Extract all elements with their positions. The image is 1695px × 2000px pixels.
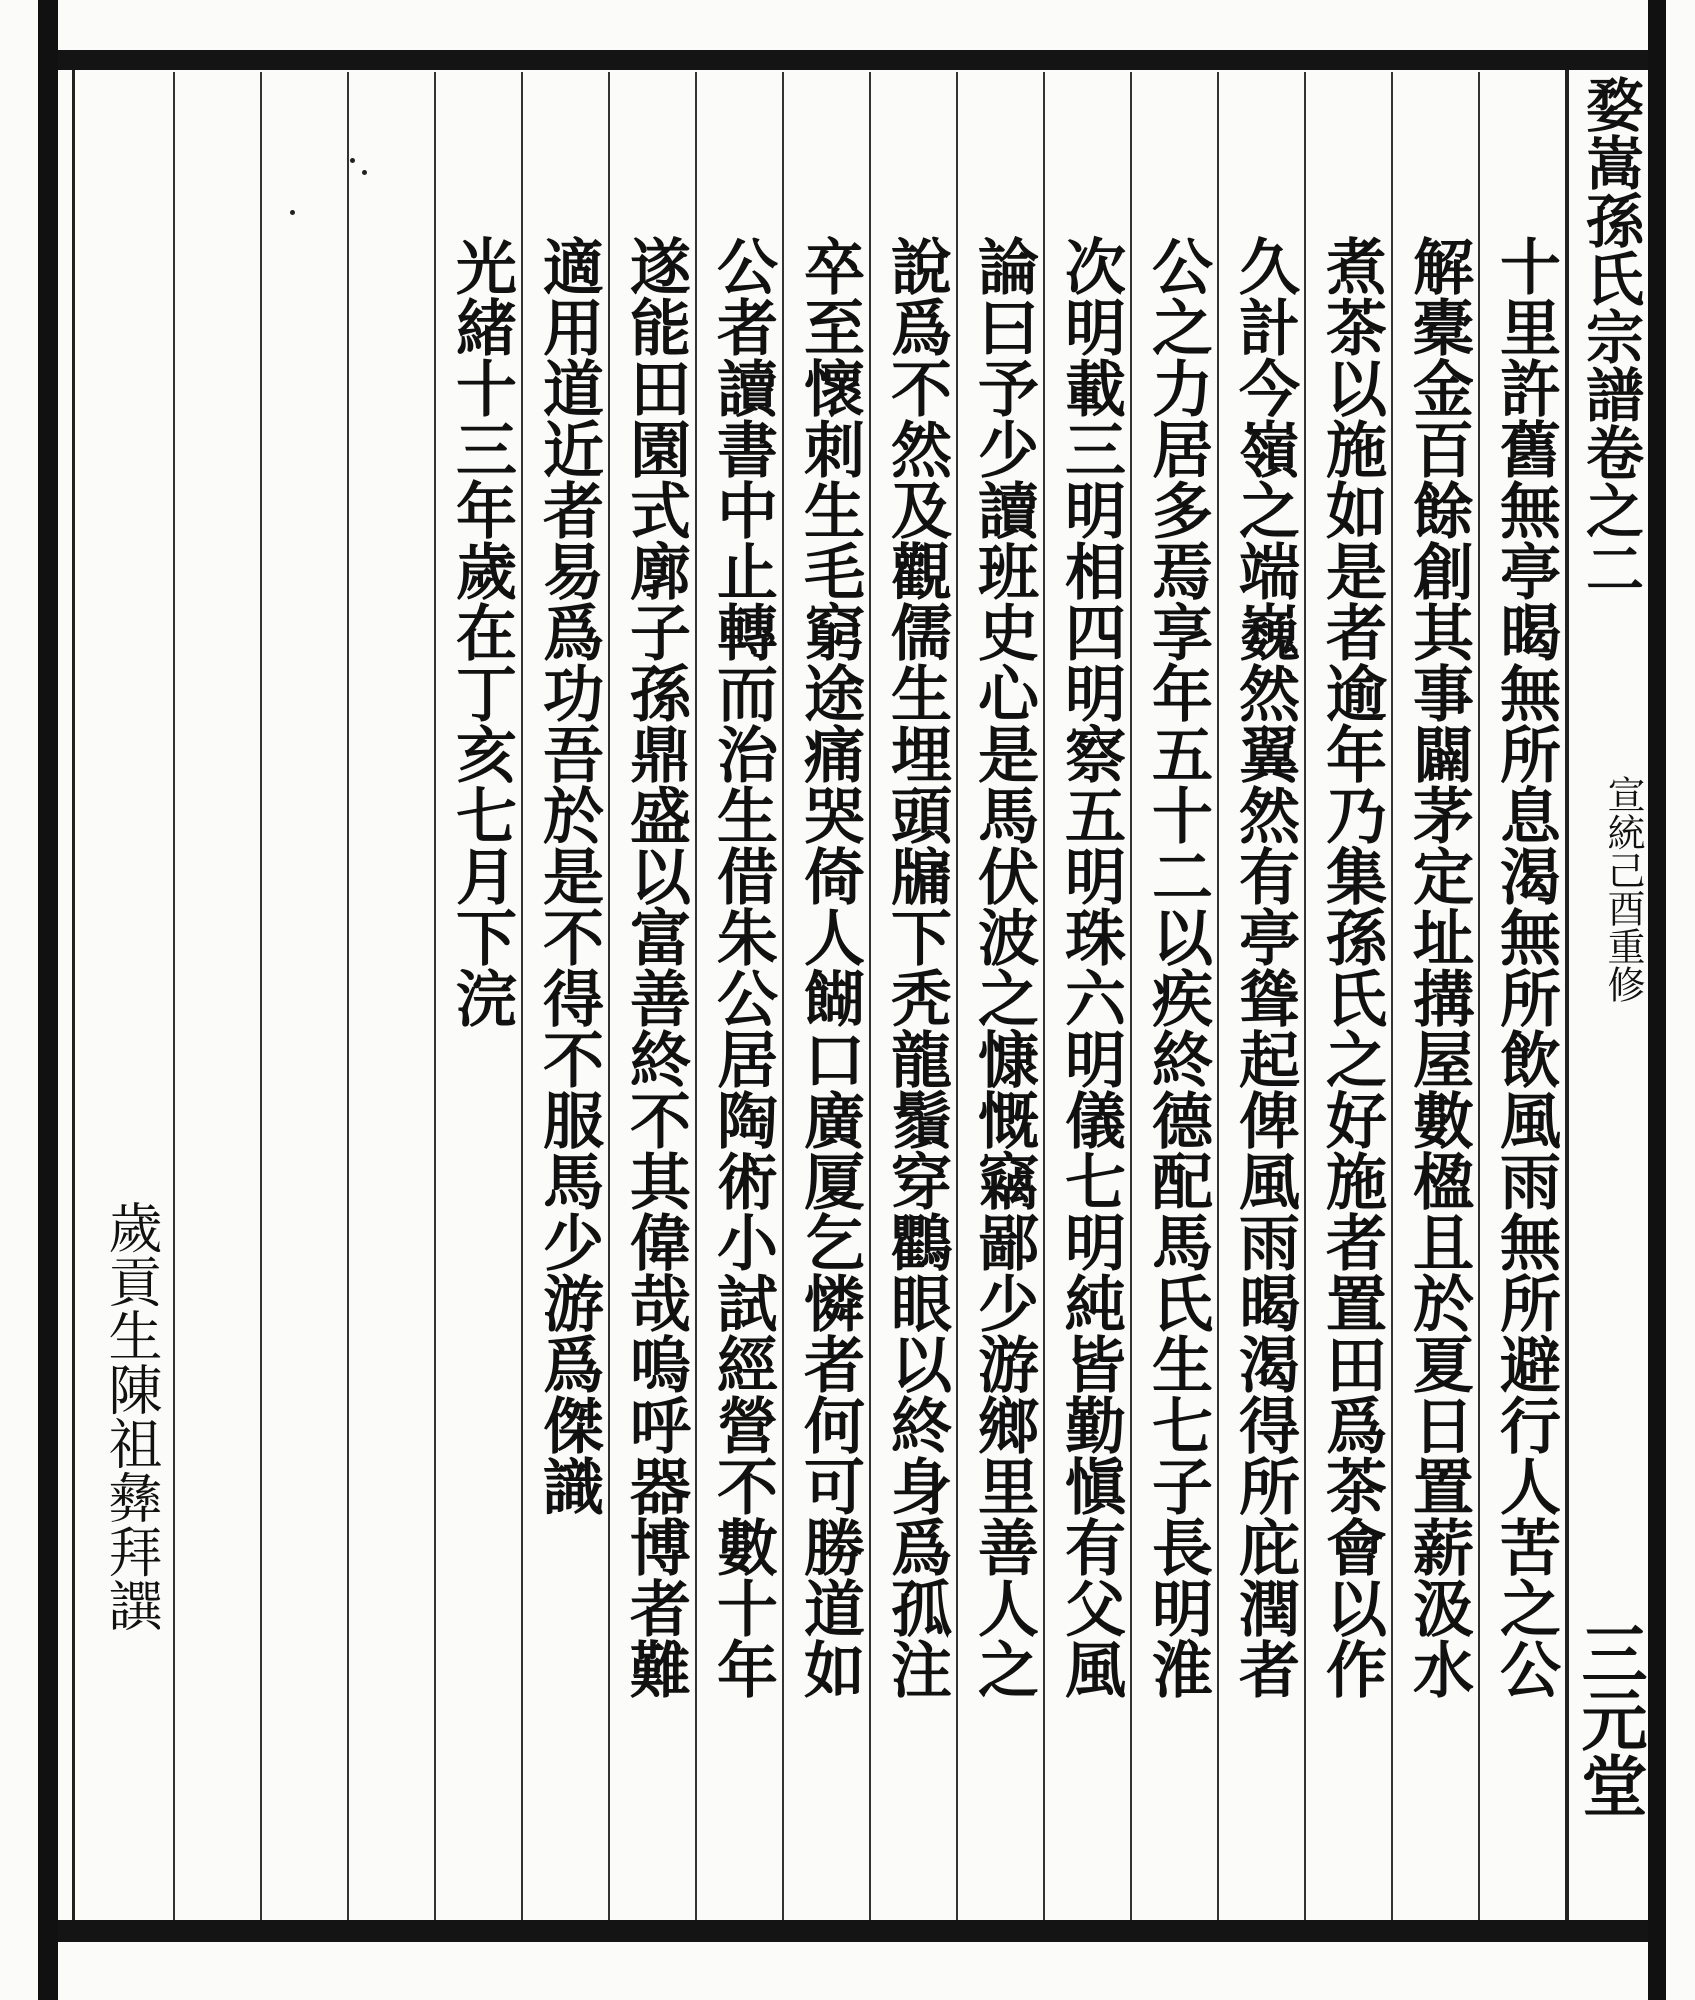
text-column: 遂能田園式廓子孫鼎盛以富善終不其偉哉嗚呼器博者難: [620, 235, 691, 1699]
edition-note: 宣統己酉重修: [1601, 775, 1645, 1003]
genealogy-title: 婺嵩孫氏宗譜卷之二: [1576, 75, 1644, 597]
binding-edge-left: [38, 0, 58, 2000]
text-column: 十里許舊無亭暍無所息渴無所飲風雨無所避行人苦之公: [1490, 235, 1561, 1699]
ink-speck: [290, 210, 295, 215]
column-rule: [173, 72, 175, 1920]
column-rule: [260, 72, 262, 1920]
text-column: 卒至懷刺生毛窮途痛哭倚人餬口廣厦乞憐者何可勝道如: [794, 235, 865, 1699]
binding-edge-right: [1648, 0, 1666, 2000]
ink-speck: [362, 170, 367, 175]
hall-name: 三元堂: [1570, 1620, 1648, 1818]
text-column: 公之力居多焉享年五十二以疾終德配馬氏生七子長明淮: [1142, 235, 1213, 1699]
frame-border-bottom: [58, 1920, 1648, 1942]
text-column: 公者讀書中止轉而治生借朱公居陶術小試經營不數十年: [707, 235, 778, 1699]
frame-border-left: [72, 70, 75, 1920]
ink-speck: [350, 158, 355, 163]
text-column: 說爲不然及觀儒生埋頭牖下秃龍鬚穿鸜眼以終身爲孤注: [881, 235, 952, 1699]
text-column: 煮茶以施如是者逾年乃集孫氏之好施者置田爲茶會以作: [1316, 235, 1387, 1699]
text-column: 適用道近者易爲功吾於是不得不服馬少游爲傑識: [533, 235, 604, 1516]
frame-border-right: [1565, 70, 1569, 1920]
text-column: 久計今嶺之端巍然翼然有亭聳起俾風雨暍渴得所庇潤者: [1229, 235, 1300, 1699]
text-column: 次明載三明相四明察五明珠六明儀七明純皆勤愼有父風: [1055, 235, 1126, 1699]
text-column: 論曰予少讀班史心是馬伏波之慷慨竊鄙少游鄉里善人之: [968, 235, 1039, 1699]
date-column: 光緒十三年歲在丁亥七月下浣: [446, 235, 517, 1028]
author-signature: 歲貢生陳祖彝拜譔: [100, 1200, 163, 1632]
column-rule: [347, 72, 349, 1920]
text-column: 解橐金百餘創其事闢茅定址搆屋數楹且於夏日置薪汲水: [1403, 235, 1474, 1699]
frame-border-top: [58, 50, 1648, 70]
